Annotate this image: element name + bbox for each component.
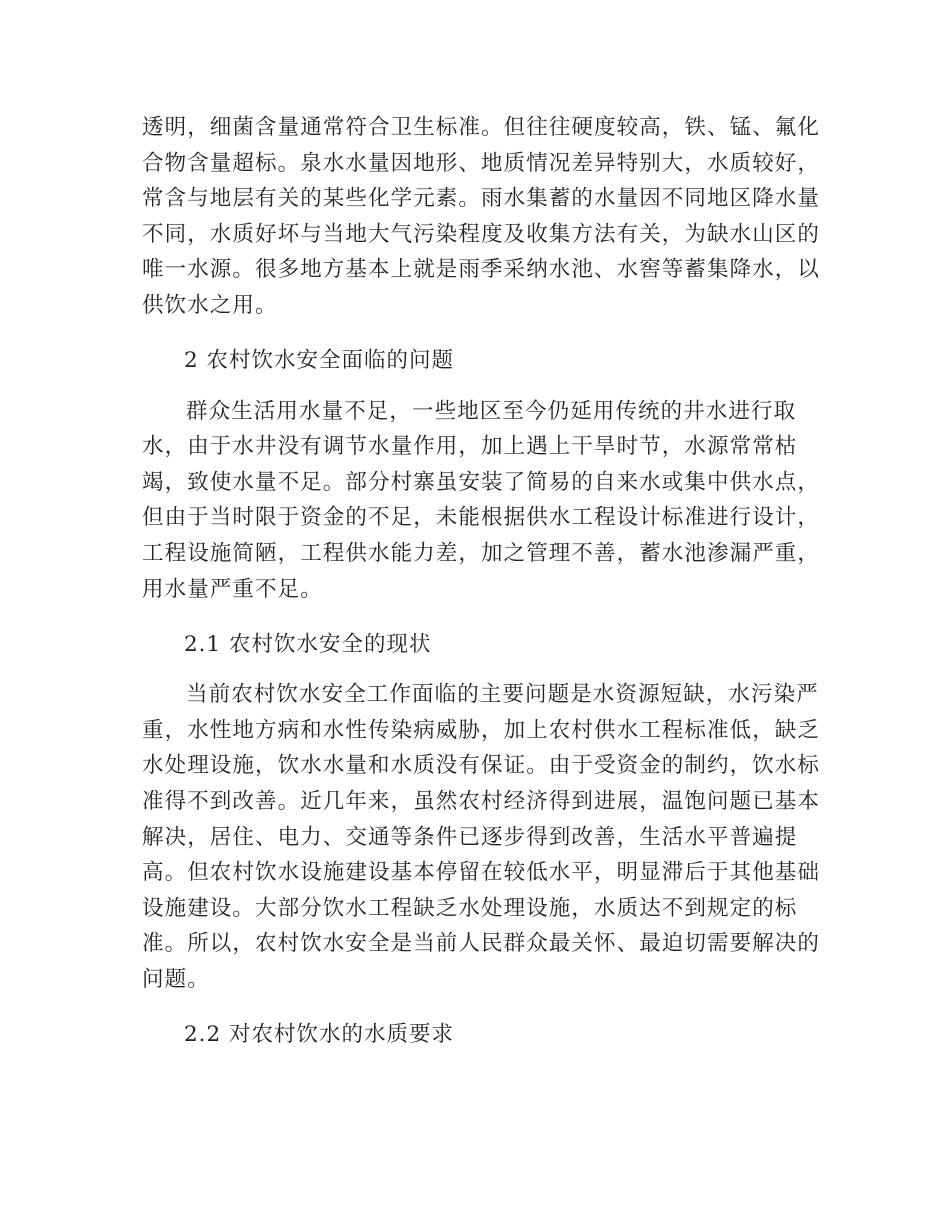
text-line: 但由于当时限于资金的不足，未能根据供水工程设计标准进行设计，: [142, 505, 821, 531]
text-line: 竭，致使水量不足。部分村寨虽安装了简易的自来水或集中供水点，: [142, 469, 821, 495]
section-heading: 2.2 对农村饮水的水质要求: [184, 1021, 455, 1047]
text-line: 设施建设。大部分饮水工程缺乏水处理设施，水质达不到规定的标: [142, 895, 798, 921]
section-heading-block: [142, 607, 792, 677]
text-line: 不同，水质好坏与当地大气污染程度及收集方法有关，为缺水山区的: [142, 221, 821, 247]
text-line: 水，由于水井没有调节水量作用，加上遇上干旱时节，水源常常枯: [142, 434, 798, 460]
text-line: 高。但农村饮水设施建设基本停留在较低水平，明显滞后于其他基础: [142, 860, 821, 886]
text-line: 群众生活用水量不足，一些地区至今仍延用传统的井水进行取: [186, 398, 797, 424]
text-line: 准。所以，农村饮水安全是当前人民群众最关怀、最迫切需要解决的: [142, 931, 821, 957]
text-line: 透明，细菌含量通常符合卫生标准。但往往硬度较高，铁、锰、氟化: [142, 115, 821, 140]
text-line: 当前农村饮水安全工作面临的主要问题是水资源短缺，水污染严: [186, 682, 819, 708]
text-line: 准得不到改善。近几年来，虽然农村经济得到进展，温饱问题已基本: [142, 788, 821, 814]
paragraph-intro: [142, 110, 821, 324]
text-line: 重，水性地方病和水性传染病威胁，加上农村供水工程标准低，缺乏: [142, 717, 821, 743]
text-line: 问题。: [142, 966, 210, 992]
paragraph-section-2: [142, 394, 821, 608]
text-line: 供饮水之用。: [142, 292, 278, 318]
text-line: 用水量严重不足。: [142, 576, 323, 602]
section-heading: 2.1 农村饮水安全的现状: [184, 631, 432, 657]
text-line: 工程设施简陋，工程供水能力差，加之管理不善，蓄水池渗漏严重，: [142, 540, 821, 566]
document-body: [142, 110, 821, 1067]
text-line: 合物含量超标。泉水水量因地形、地质情况差异特别大，水质较好，: [142, 150, 821, 176]
text-line: 水处理设施，饮水水量和水质没有保证。由于受资金的制约，饮水标: [142, 753, 821, 779]
text-line: 常含与地层有关的某些化学元素。雨水集蓄的水量因不同地区降水量: [142, 186, 821, 212]
paragraph-section-2-1: [142, 677, 821, 997]
text-line: 解决，居住、电力、交通等条件已逐步得到改善，生活水平普遍提: [142, 824, 798, 850]
text-line: 唯一水源。很多地方基本上就是雨季采纳水池、水窖等蓄集降水，以: [142, 257, 821, 283]
section-heading-block: [142, 997, 792, 1067]
section-heading-block: [142, 324, 792, 394]
section-heading: 2 农村饮水安全面临的问题: [184, 348, 455, 374]
